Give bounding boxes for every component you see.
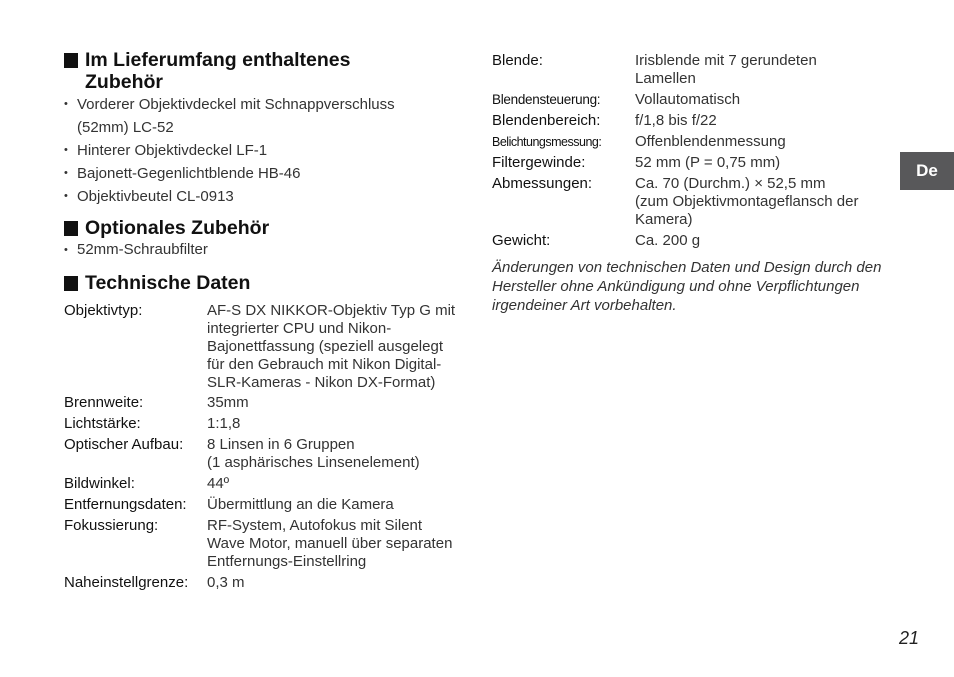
section-heading-included [64,49,350,93]
included-list [64,93,395,208]
heading-square-icon [64,53,78,68]
spec-row: Abmessungen: Ca. 70 (Durchm.) × 52,5 mm (zum Objektivmontageflansch der Kamera) [492,175,859,228]
heading-line-2: Zubehör [85,71,163,93]
disclaimer-note: Änderungen von technischen Daten und Design durch den Hersteller ohne Ankündigung und ohne Verpflichtungen irgendeiner Art vorbehalten. [492,259,882,314]
list-item: • Bajonett-Gegenlichtblende HB-46 [64,162,395,185]
heading-line-1: Im Lieferumfang enthaltenes [85,49,351,71]
spec-row: Objektivtyp: AF-S DX NIKKOR-Objektiv Typ G mit integrierter CPU und Nikon- Bajonettfassung (speziell ausgelegt für den Gebrauch mit Nikon Digital- SLR-Kameras - Nikon DX-Format) [64,302,456,391]
spec-row: Bildwinkel: 44º [64,475,230,492]
list-item: • Objektivbeutel CL-0913 [64,185,395,208]
spec-row: Lichtstärke: 1:1,8 [64,415,241,432]
spec-row: Naheinstellgrenze: 0,3 m [64,574,245,591]
spec-row: Blende: Irisblende mit 7 gerundeten Lamellen [492,52,817,87]
list-item: • Hinterer Objektivdeckel LF-1 [64,139,395,162]
section-heading-specs: Technische Daten [64,272,250,294]
list-item: • 52mm-Schraubfilter [64,240,208,260]
spec-row: Fokussierung: RF-System, Autofokus mit Silent Wave Motor, manuell über separaten Entfernungs-Einstellring [64,517,453,570]
list-item: • Vorderer Objektivdeckel mit Schnappverschluss (52mm) LC-52 [64,93,395,139]
spec-row: Filtergewinde: 52 mm (P = 0,75 mm) [492,154,781,171]
language-tab: De [900,152,954,190]
spec-row: Optischer Aufbau: 8 Linsen in 6 Gruppen (1 asphärisches Linsenelement) [64,436,420,471]
optional-list [64,240,208,260]
spec-row: Entfernungsdaten: Übermittlung an die Kamera [64,496,394,513]
heading-square-icon [64,221,78,236]
spec-row: Brennweite: 35mm [64,394,249,411]
spec-row: Blendensteuerung: Vollautomatisch [492,91,741,108]
spec-row: Blendenbereich: f/1,8 bis f/22 [492,112,717,129]
heading-square-icon [64,276,78,291]
spec-row: Gewicht: Ca. 200 g [492,232,701,249]
spec-row: Belichtungsmessung: Offenblendenmessung [492,133,786,150]
section-heading-optional: Optionales Zubehör [64,217,269,239]
page-number: 21 [899,628,920,648]
